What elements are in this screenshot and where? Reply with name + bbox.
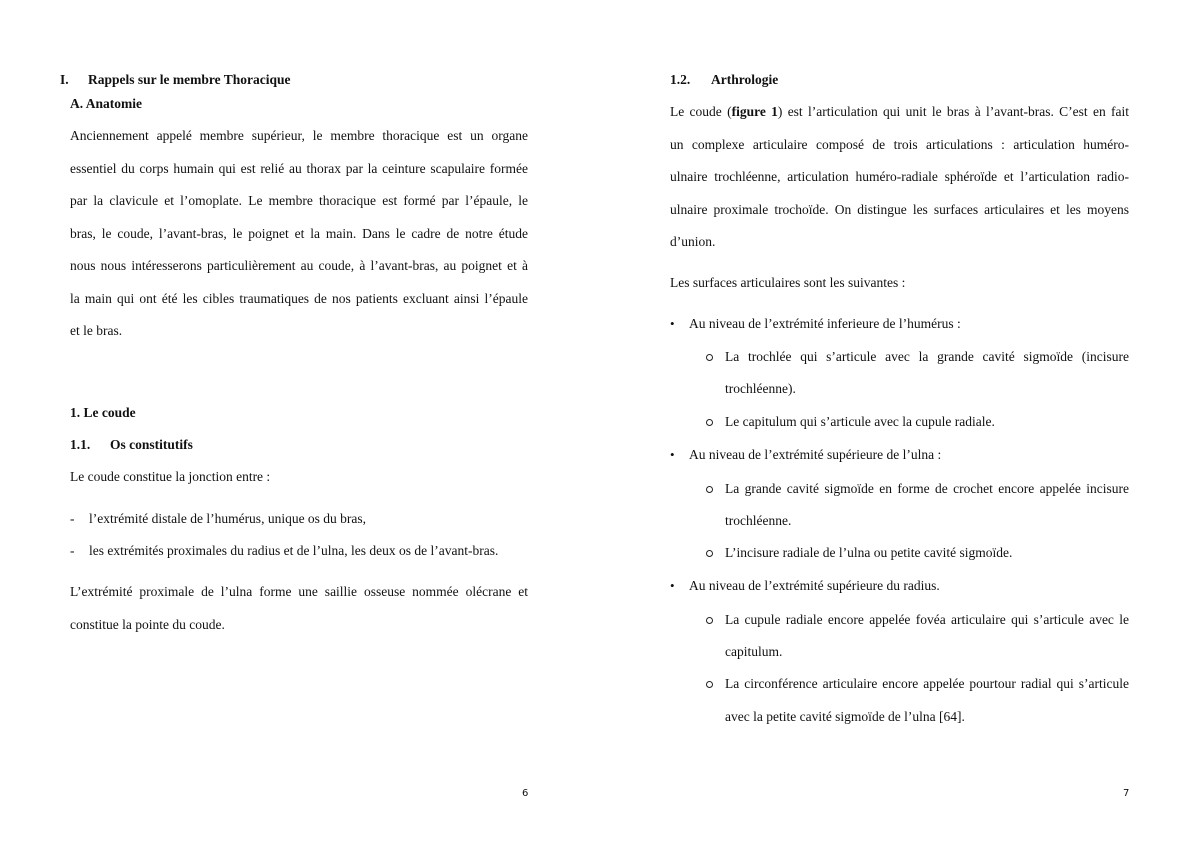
surfaces-intro: Les surfaces articulaires sont les suivantes :: [670, 275, 906, 290]
circle-bullet-icon: [706, 681, 713, 688]
paragraph-line: et le bras.: [70, 323, 123, 338]
paragraph-line: Anciennement appelé membre supérieur, le membre thoracique est un organe: [70, 128, 528, 143]
subsection-heading: A. Anatomie: [70, 96, 142, 111]
paragraph-line: [670, 103, 1129, 121]
paragraph-line: un complexe articulaire composé de trois articulations : articulation huméro-: [670, 137, 1129, 152]
paragraph-line: par la clavicule et l’omoplate. Le membre thoracique est formé par l’épaule, le: [70, 193, 528, 208]
list-item: Le capitulum qui s’articule avec la cupule radiale.: [725, 414, 995, 429]
list-item-continuation: trochléenne).: [725, 381, 796, 396]
list-group-label: Au niveau de l’extrémité supérieure du radius.: [689, 578, 940, 593]
paragraph-line: nous nous intéresserons particulièrement au coude, à l’avant-bras, au poignet et à: [70, 258, 528, 273]
paragraph-line: ulnaire trochléenne, articulation huméro-radiale sphéroïde et l’articulation radio-: [670, 169, 1129, 184]
heading-os: Os constitutifs: [110, 437, 193, 452]
paragraph-line: la main qui ont été les cibles traumatiques de nos patients excluant ainsi l’épaule: [70, 291, 528, 306]
right-page: [600, 0, 1200, 849]
circle-bullet-icon: [706, 550, 713, 557]
paragraph-line: essentiel du corps humain qui est relié au thorax par la ceinture scapulaire formée: [70, 161, 528, 176]
list-item-continuation: trochléenne.: [725, 513, 792, 528]
heading-os-number: 1.1.: [70, 437, 91, 452]
figure-reference: figure 1: [731, 104, 778, 119]
dash-item: les extrémités proximales du radius et de l’ulna, les deux os de l’avant-bras.: [89, 543, 499, 558]
paragraph-line: d’union.: [670, 234, 716, 249]
heading-arthro: Arthrologie: [711, 72, 779, 87]
list-item: La circonférence articulaire encore appelée pourtour radial qui s’articule: [725, 676, 1129, 691]
dash-item: l’extrémité distale de l’humérus, unique os du bras,: [89, 511, 367, 526]
circle-bullet-icon: [706, 617, 713, 624]
paragraph-line: constitue la pointe du coude.: [70, 617, 225, 632]
section-heading-number: I.: [60, 72, 69, 87]
list-item: L’incisure radiale de l’ulna ou petite cavité sigmoïde.: [725, 545, 1013, 560]
circle-bullet-icon: [706, 419, 713, 426]
paragraph-line: bras, le coude, l’avant-bras, le poignet et la main. Dans le cadre de notre étude: [70, 226, 528, 241]
page-number: 6: [522, 788, 529, 799]
list-item: La trochlée qui s’articule avec la grande cavité sigmoïde (incisure: [725, 349, 1129, 364]
page-number: 7: [1123, 788, 1130, 799]
list-item: La cupule radiale encore appelée fovéa articulaire qui s’articule avec le: [725, 612, 1129, 627]
section-heading: Rappels sur le membre Thoracique: [88, 72, 291, 87]
list-item-continuation: capitulum.: [725, 644, 783, 659]
circle-bullet-icon: [706, 486, 713, 493]
heading-arthro-number: 1.2.: [670, 72, 691, 87]
dash-marker: -: [70, 511, 75, 526]
list-item: La grande cavité sigmoïde en forme de crochet encore appelée incisure: [725, 481, 1129, 496]
list-group-label: Au niveau de l’extrémité inferieure de l’humérus :: [689, 316, 961, 331]
bullet-icon: •: [670, 578, 675, 593]
list-item-continuation: avec la petite cavité sigmoïde de l’ulna [64].: [725, 709, 965, 724]
bullet-icon: •: [670, 447, 675, 462]
dash-marker: -: [70, 543, 75, 558]
heading-coude: 1. Le coude: [70, 405, 136, 420]
text-segment: Le coude (: [670, 104, 732, 119]
jonction-intro: Le coude constitue la jonction entre :: [70, 469, 271, 484]
paragraph-line: ulnaire proximale trochoïde. On distingue les surfaces articulaires et les moyens: [670, 202, 1129, 217]
bullet-icon: •: [670, 316, 675, 331]
list-group-label: Au niveau de l’extrémité supérieure de l’ulna :: [689, 447, 942, 462]
text-segment: ) est l’articulation qui unit le bras à l’avant-bras. C’est en fait: [777, 104, 1130, 119]
circle-bullet-icon: [706, 354, 713, 361]
paragraph-line: L’extrémité proximale de l’ulna forme une saillie osseuse nommée olécrane et: [70, 584, 528, 599]
